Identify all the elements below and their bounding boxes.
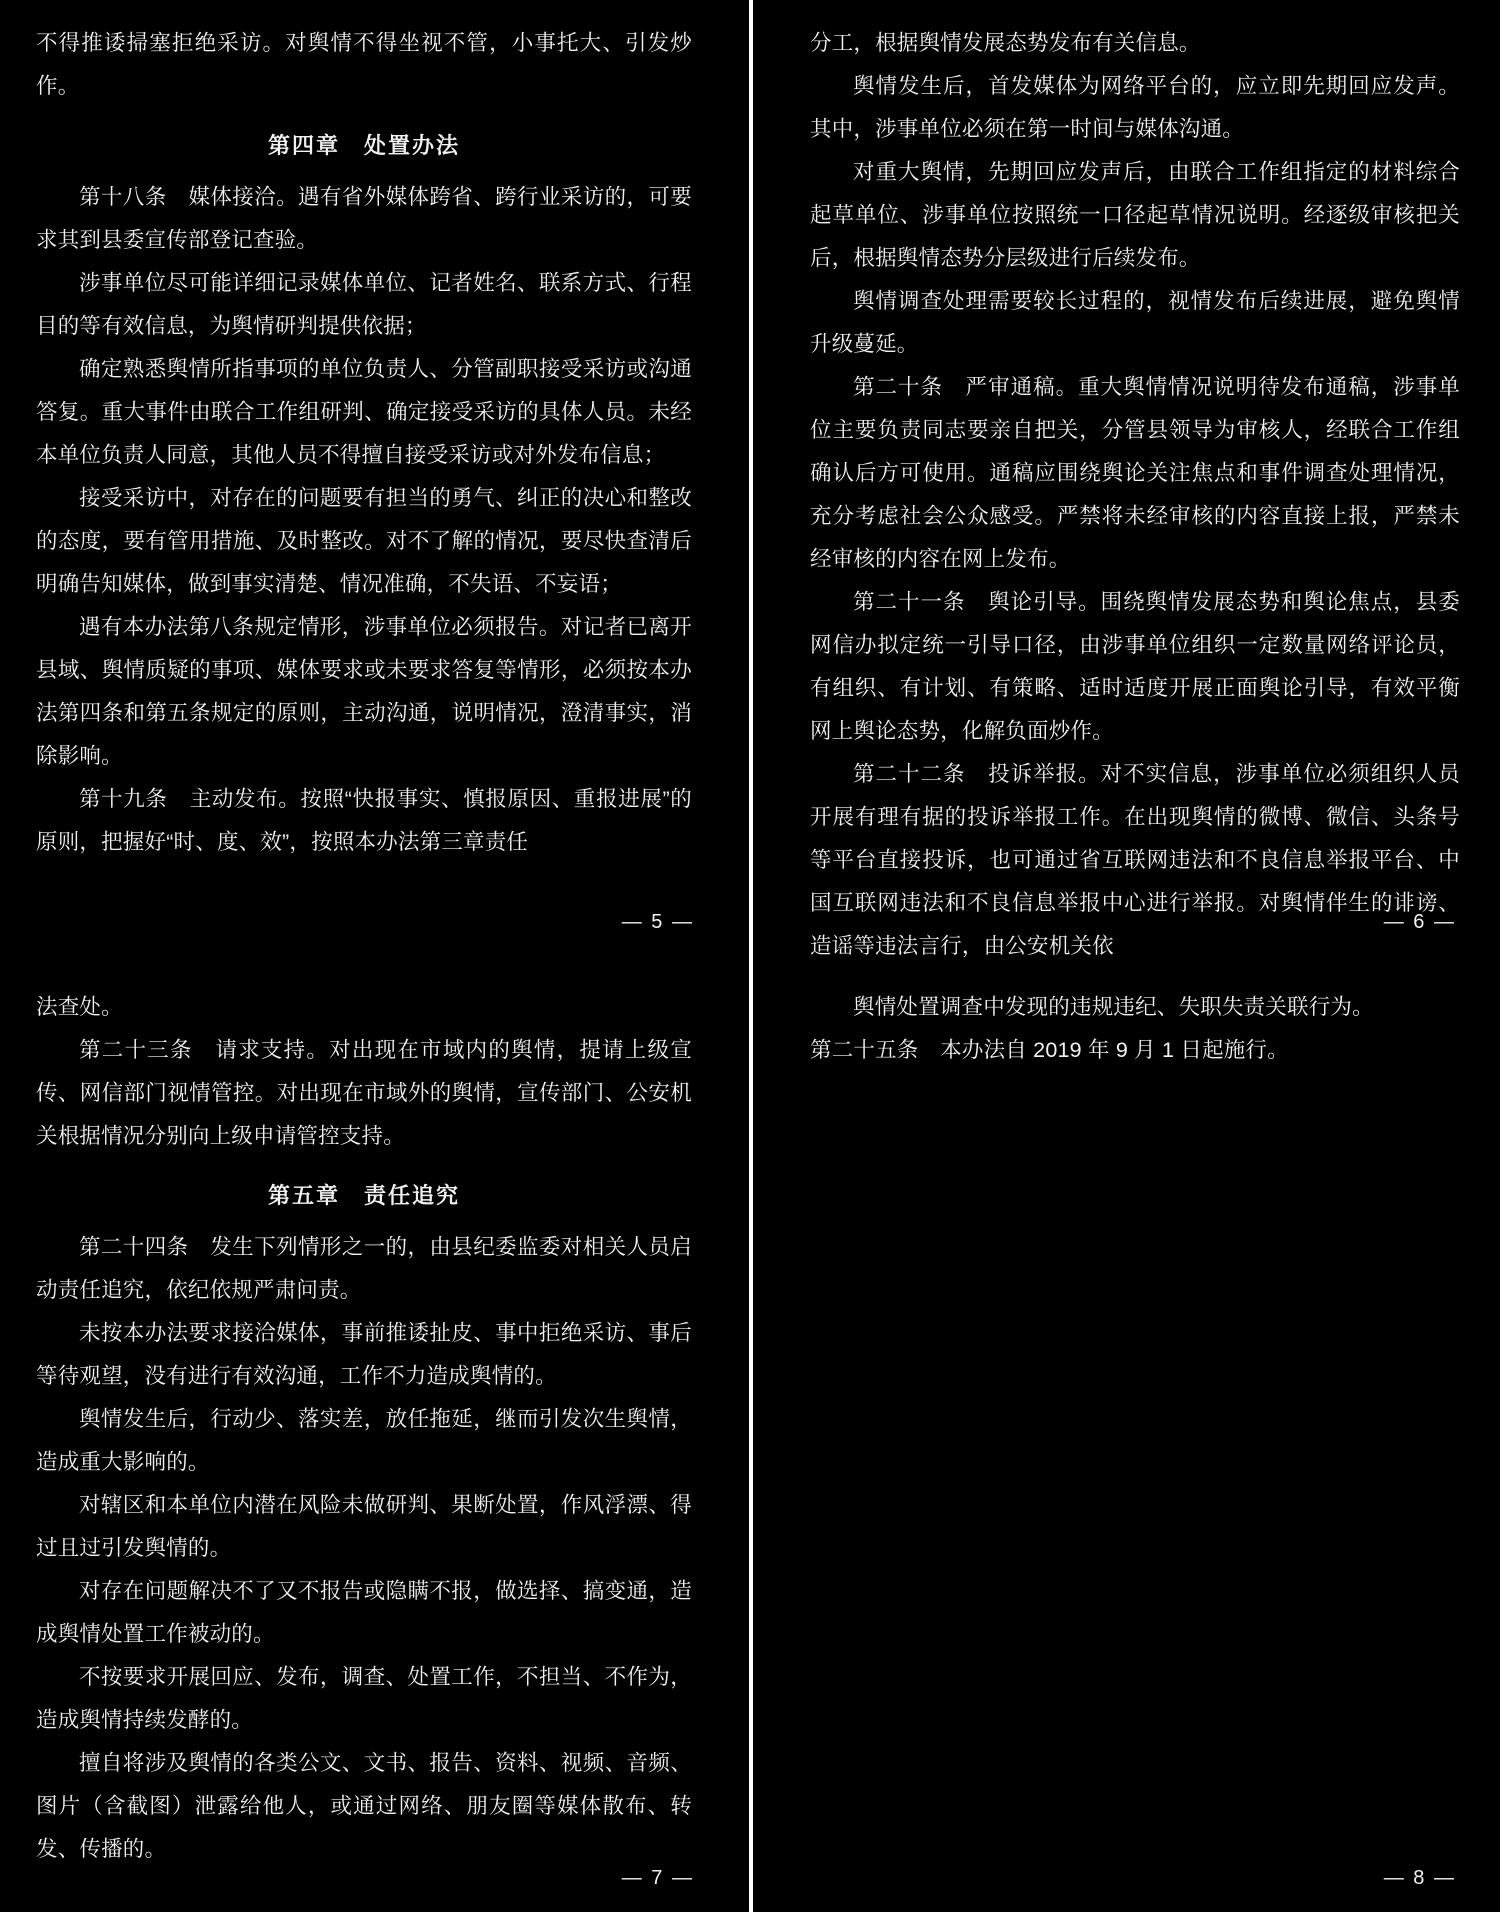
paragraph: 未按本办法要求接洽媒体，事前推诿扯皮、事中拒绝采访、事后等待观望，没有进行有效沟通，工作不力造成舆情的。	[36, 1321, 692, 1388]
paragraph: 第二十四条 发生下列情形之一的，由县纪委监委对相关人员启动责任追究，依纪依规严肃问责。	[36, 1235, 692, 1302]
paragraph: 第二十条 严审通稿。重大舆情情况说明待发布通稿，涉事单位主要负责同志要亲自把关，分管县领导为审核人，经联合工作组确认后方可使用。通稿应围绕舆论关注焦点和事件调查处理情况，充分考虑社会公众感受。严禁将未经审核的内容直接上报，严禁未经审核的内容在网上发布。	[810, 375, 1460, 571]
document-page-5	[0, 0, 750, 956]
page-spread-bottom	[0, 956, 1500, 1912]
chapter-heading-four: 第四章 处置办法	[267, 133, 460, 158]
paragraph: 舆情处置调查中发现的违规违纪、失职失责关联行为。	[853, 995, 1374, 1019]
page-gutter-divider	[749, 0, 753, 1912]
page-8-body	[810, 986, 1460, 1072]
paragraph: 第十九条 主动发布。按照“快报事实、慎报原因、重报进展”的原则，把握好“时、度、效”，按照本办法第三章责任	[36, 787, 692, 854]
paragraph: 对重大舆情，先期回应发声后，由联合工作组指定的材料综合起草单位、涉事单位按照统一口径起草情况说明。经逐级审核把关后，根据舆情态势分层级进行后续发布。	[810, 160, 1460, 270]
paragraph: 确定熟悉舆情所指事项的单位负责人、分管副职接受采访或沟通答复。重大事件由联合工作组研判、确定接受采访的具体人员。未经本单位负责人同意，其他人员不得擅自接受采访或对外发布信息；	[36, 357, 692, 467]
page-number: — 7 —	[621, 1867, 694, 1889]
page-number: — 8 —	[1383, 1867, 1456, 1889]
page-6-body	[810, 22, 1460, 968]
paragraph: 第二十二条 投诉举报。对不实信息，涉事单位必须组织人员开展有理有据的投诉举报工作。在出现舆情的微博、微信、头条号等平台直接投诉，也可通过省互联网违法和不良信息举报平台、中国互联网违法和不良信息举报中心进行举报。对舆情伴生的诽谤、造谣等违法言行，由公安机关依	[810, 762, 1460, 958]
chapter-heading-five: 第五章 责任追究	[267, 1183, 460, 1208]
paragraph: 不得推诿掃塞拒绝采访。对舆情不得坐视不管，小事托大、引发炒作。	[36, 31, 692, 98]
paragraph: 涉事单位尽可能详细记录媒体单位、记者姓名、联系方式、行程目的等有效信息，为舆情研判提供依据；	[36, 271, 692, 338]
paragraph: 对辖区和本单位内潜在风险未做研判、果断处置，作风浮漂、得过且过引发舆情的。	[36, 1493, 692, 1560]
page-5-body	[36, 22, 692, 864]
document-page-7	[0, 956, 750, 1912]
document-page-6	[750, 0, 1500, 956]
paragraph: 第十八条 媒体接洽。遇有省外媒体跨省、跨行业采访的，可要求其到县委宣传部登记查验。	[36, 185, 692, 252]
page-top-spacer	[36, 978, 692, 986]
paragraph: 接受采访中，对存在的问题要有担当的勇气、纠正的决心和整改的态度，要有管用措施、及时整改。对不了解的情况，要尽快查清后明确告知媒体，做到事实清楚、情况准确，不失语、不妄语；	[36, 486, 692, 596]
paragraph: 第二十五条 本办法自 2019 年 9 月 1 日起施行。	[810, 1038, 1289, 1062]
paragraph: 对存在问题解决不了又不报告或隐瞒不报，做选择、搞变通，造成舆情处置工作被动的。	[36, 1579, 692, 1646]
paragraph: 舆情发生后，首发媒体为网络平台的，应立即先期回应发声。其中，涉事单位必须在第一时间与媒体沟通。	[810, 74, 1460, 141]
paragraph: 擅自将涉及舆情的各类公文、文书、报告、资料、视频、音频、图片（含截图）泄露给他人，或通过网络、朋友圈等媒体散布、转发、传播的。	[36, 1751, 692, 1861]
paragraph: 第二十三条 请求支持。对出现在市域内的舆情，提请上级宣传、网信部门视情管控。对出现在市域外的舆情，宣传部门、公安机关根据情况分别向上级申请管控支持。	[36, 1038, 692, 1148]
paragraph: 舆情调查处理需要较长过程的，视情发布后续进展，避免舆情升级蔓延。	[810, 289, 1460, 356]
paragraph: 不按要求开展回应、发布，调查、处置工作，不担当、不作为，造成舆情持续发酵的。	[36, 1665, 692, 1732]
paragraph: 舆情发生后，行动少、落实差，放任拖延，继而引发次生舆情，造成重大影响的。	[36, 1407, 692, 1474]
page-number: — 5 —	[621, 911, 694, 933]
paragraph: 法查处。	[36, 995, 123, 1019]
document-page-8	[750, 956, 1500, 1912]
paragraph: 分工，根据舆情发展态势发布有关信息。	[810, 31, 1201, 55]
page-7-body	[36, 986, 692, 1871]
page-top-spacer	[810, 978, 1460, 986]
page-number: — 6 —	[1383, 911, 1456, 933]
paragraph: 遇有本办法第八条规定情形，涉事单位必须报告。对记者已离开县域、舆情质疑的事项、媒体要求或未要求答复等情形，必须按本办法第四条和第五条规定的原则，主动沟通，说明情况，澄清事实，消除影响。	[36, 615, 692, 768]
paragraph: 第二十一条 舆论引导。围绕舆情发展态势和舆论焦点，县委网信办拟定统一引导口径，由涉事单位组织一定数量网络评论员，有组织、有计划、有策略、适时适度开展正面舆论引导，有效平衡网上舆论态势，化解负面炒作。	[810, 590, 1460, 743]
